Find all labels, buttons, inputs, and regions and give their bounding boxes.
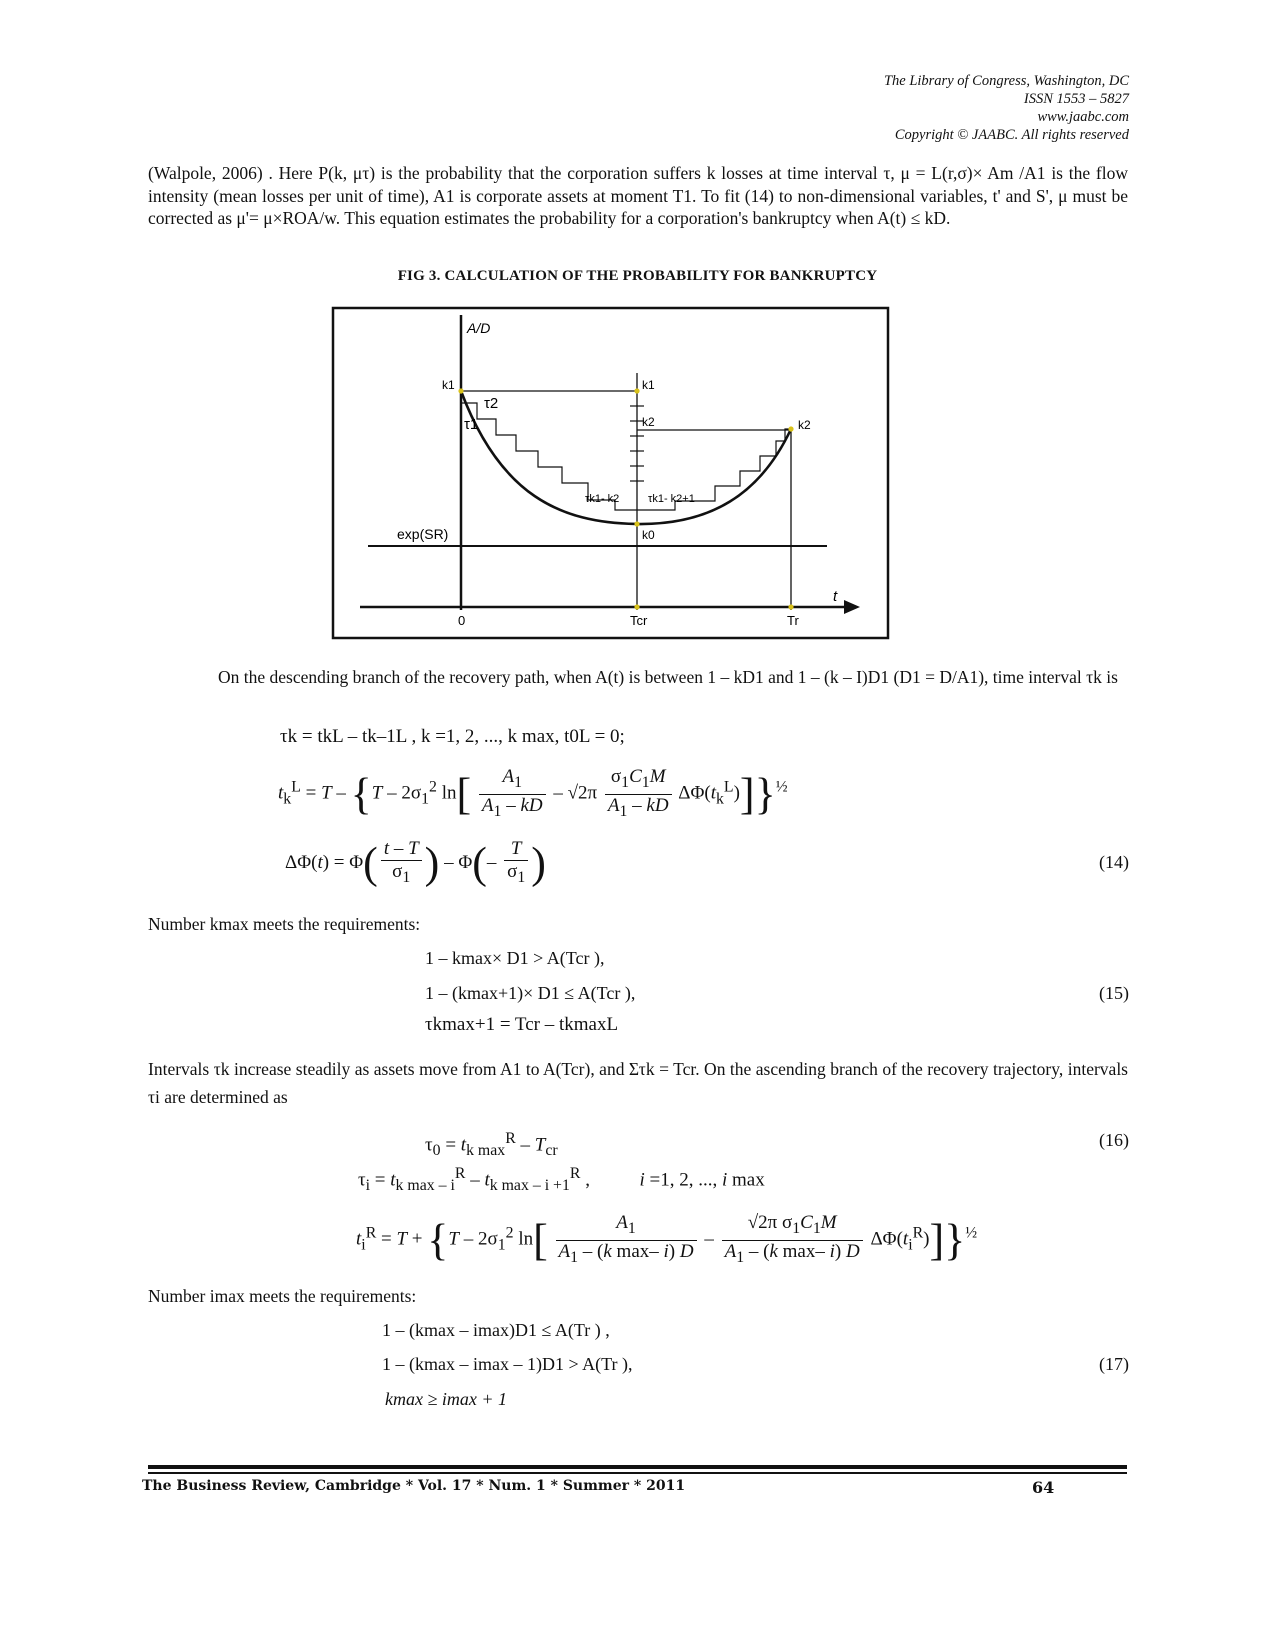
kmax-line3: τkmax+1 = Tcr – tkmaxL xyxy=(425,1014,619,1035)
figure-frame xyxy=(333,308,888,638)
tau1-label: τ1 xyxy=(464,416,479,433)
imax-line2: 1 – (kmax – imax – 1)D1 > A(Tr ), xyxy=(382,1354,633,1374)
k0-point xyxy=(634,521,639,526)
eq15-number: (15) xyxy=(1099,983,1129,1003)
intervals-paragraph: Intervals τk increase steadily as assets move from A1 to A(Tcr), and Στk = Tcr. On the ascending branch of the recovery trajectory, intervals τi are determined as xyxy=(148,1059,1128,1107)
tr-point xyxy=(788,604,793,609)
intro-paragraph: (Walpole, 2006) . Here P(k, μτ) is the probability that the corporation suffers k losses at time interval τ, μ = L(r,σ)× Am /A1 is the flow intensity (mean losses per unit of time), A1 is corporate assets at moment T1. To fit (14) to non-dimensional variables, t' and S', μ must be corrected as μ'= μ×ROA/w. This equation estimates the probability for a corporation's bankruptcy when A(t) ≤ kD. xyxy=(148,163,1128,228)
kmax-paragraph: Number kmax meets the requirements: xyxy=(148,914,421,934)
k1-point xyxy=(458,388,463,393)
k2-label-tcr: k2 xyxy=(642,415,655,429)
imax-line1: 1 – (kmax – imax)D1 ≤ A(Tr ) , xyxy=(382,1320,610,1340)
header-line-2: ISSN 1553 – 5827 xyxy=(1023,91,1129,107)
x-tick-0: 0 xyxy=(458,613,466,628)
k2-label-right: k2 xyxy=(798,418,811,432)
bankruptcy-figure xyxy=(330,305,895,645)
k1-point-tcr xyxy=(634,388,639,393)
y-axis-label: A/D xyxy=(467,320,491,336)
eq14-line2: $t_k^L = T - \{T - 2\sigma_1^2$ ln[ $\frac{A_1}{A_1 - kD}$ – √2π $\frac{\sigma_1C_1M}{A_1 - kD}$ $\Delta\Phi(t_k^L)]\}^{\frac{1}{2}}$ xyxy=(278,766,788,820)
imax-line3: kmax ≥ imax + 1 xyxy=(385,1389,507,1409)
x-axis-label: t xyxy=(833,588,838,605)
figure-caption: FIG 3. CALCULATION OF THE PROBABILITY FOR BANKRUPTCY xyxy=(397,268,878,284)
imax-paragraph: Number imax meets the requirements: xyxy=(148,1286,417,1306)
eq14-line3: ΔΦ(t) = Φ( $\frac{t - T}{\sigma_1}$ ) – Φ(– $\frac{T}{\sigma_1}$ ) xyxy=(285,838,546,888)
level-label: exp(SR) xyxy=(397,526,449,542)
descending-paragraph: On the descending branch of the recovery path, when A(t) is between 1 – kD1 and 1 – (k – I)D1 (D1 = D/A1), time interval τk is xyxy=(218,667,1118,687)
page-number: 64 xyxy=(1032,1478,1055,1497)
kmax-line1: 1 – kmax× D1 > A(Tcr ), xyxy=(425,948,605,968)
eq16-line3: $t_i^R = T + \{T - 2\sigma_1^2$ ln[ $\frac{A_1}{A_1 - (k \max- i) D}$ – $\frac{√2\pi \sigma_1C_1M}{A_1 - (k \max- i) D}$ $\Delta\Phi(t_i^R)]\}^{\frac{1}{2}}$ xyxy=(356,1212,978,1266)
eq14-number: (14) xyxy=(1099,852,1129,872)
k1-label-tcr: k1 xyxy=(642,378,655,392)
tau-k1-k2-plus1-label: τk1- k2+1 xyxy=(648,493,695,505)
header-line-3: www.jaabc.com xyxy=(1037,109,1129,125)
eq16-line2: $\tau_i = t_{k max - i}^R - t_{k max - i +1}^R$ , i =1, 2, ..., i max xyxy=(358,1165,765,1195)
header-line-1: The Library of Congress, Washington, DC xyxy=(883,73,1129,89)
header-line-4: Copyright © JAABC. All rights reserved xyxy=(894,127,1129,143)
eq17-number: (17) xyxy=(1099,1354,1129,1374)
k1-label-left: k1 xyxy=(442,378,455,392)
footer-rule-thick xyxy=(148,1465,1127,1469)
eq14-line1: τk = tkL – tk–1L , k =1, 2, ..., k max, t0L = 0; xyxy=(280,726,625,747)
x-tick-tr: Tr xyxy=(787,613,799,628)
eq16-number: (16) xyxy=(1099,1130,1129,1150)
kmax-line2: 1 – (kmax+1)× D1 ≤ A(Tcr ), xyxy=(425,983,636,1003)
x-tick-tcr: Tcr xyxy=(630,613,648,628)
footer-rule-thin xyxy=(148,1472,1127,1474)
k2-point xyxy=(788,426,793,431)
eq16-line1: $\tau_0 = t_{k max}^R - T_{cr}$ xyxy=(425,1130,558,1160)
footer-journal: The Business Review, Cambridge * Vol. 17 * Num. 1 * Summer * 2011 xyxy=(142,1478,686,1494)
tau-k1-k2-label: τk1- k2 xyxy=(585,493,620,505)
tau2-label: τ2 xyxy=(484,395,499,412)
k0-label: k0 xyxy=(642,528,655,542)
tcr-point xyxy=(634,604,639,609)
running-header xyxy=(884,72,1129,144)
